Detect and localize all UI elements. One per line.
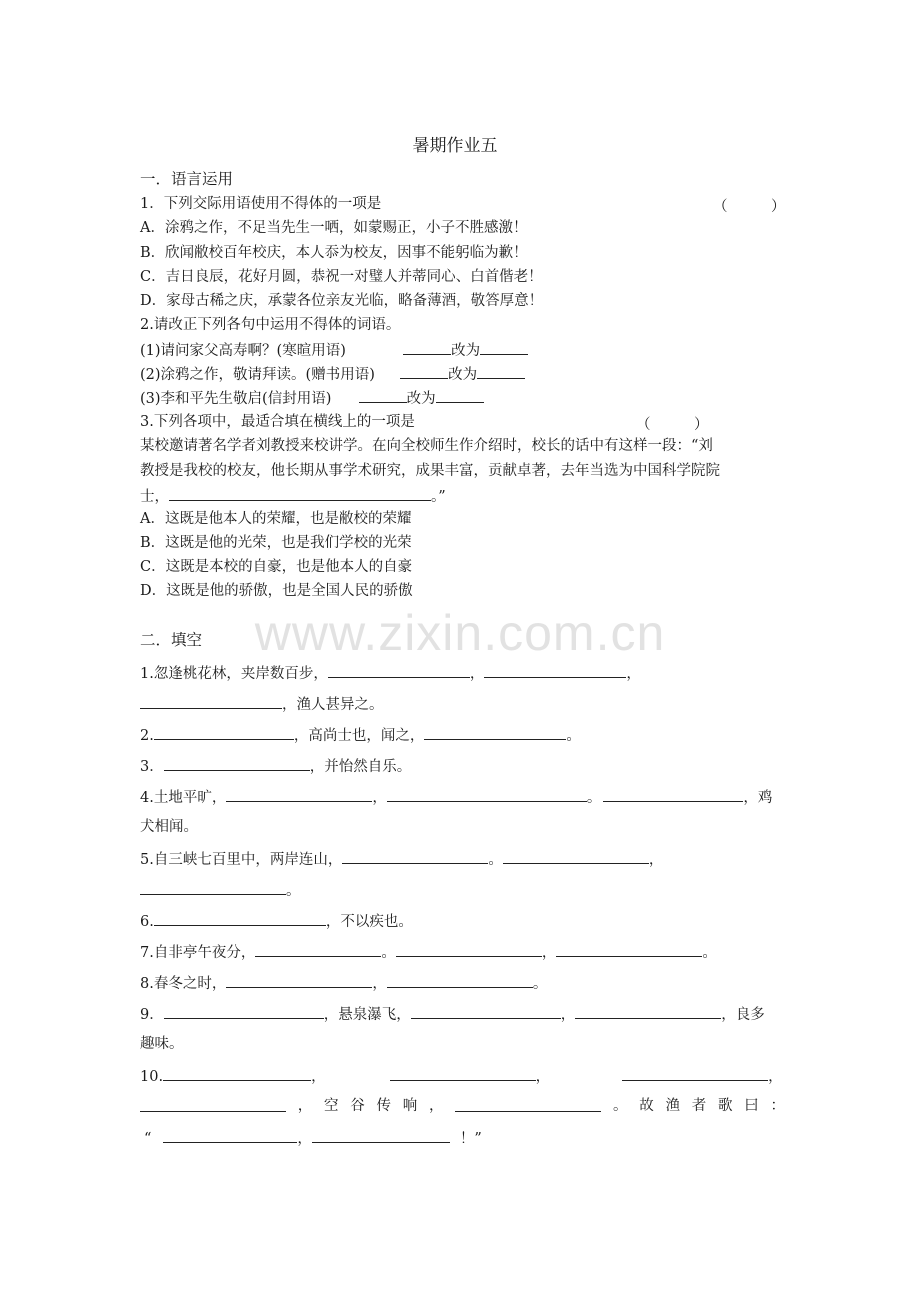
q2-item-1-text: (1)请问家父高寿啊？(寒暄用语) — [140, 343, 346, 359]
fill-q5-line-1 — [140, 849, 663, 869]
fill-q10-line-2-char: 空 — [324, 1098, 339, 1114]
fill-q10-line-2-char: 歌 — [718, 1098, 733, 1114]
q2-stem: 2.请改正下列各句中运用不得体的词语。 — [140, 317, 401, 333]
q3-option-c: C．这既是本校的自豪，也是他本人的自豪 — [140, 559, 413, 575]
q2-item-1-blank-a[interactable] — [403, 340, 451, 355]
fill-q1-blank-1[interactable] — [328, 663, 470, 678]
fill-q7-blank-1[interactable] — [255, 942, 381, 957]
fill-q10-text-d: ， — [768, 1069, 783, 1085]
watermark: www.zixin.com.cn — [254, 605, 666, 661]
fill-q6-blank-1[interactable] — [154, 911, 326, 926]
fill-q1-line-2 — [140, 694, 384, 714]
fill-q7-text-d: 。 — [702, 945, 717, 961]
fill-q2-text-b: ，高尚士也，闻之， — [293, 728, 425, 744]
q3-passage-line-3 — [140, 486, 446, 506]
q2-item-3-blank-a[interactable] — [359, 388, 407, 403]
fill-q2 — [140, 725, 581, 745]
q3-option-b: B．这既是他的光荣，也是我们学校的光荣 — [140, 535, 412, 551]
fill-q4-blank-1[interactable] — [226, 787, 372, 802]
fill-q10-blank-6[interactable] — [163, 1128, 297, 1143]
fill-q9-line-1 — [140, 1004, 765, 1024]
q2-item-3-text: (3)李和平先生敬启(信封用语) — [140, 391, 332, 407]
q3-option-a: A．这既是他本人的荣耀，也是敝校的荣耀 — [140, 511, 412, 527]
q2-item-2-blank-b[interactable] — [477, 364, 525, 379]
fill-q2-blank-1[interactable] — [154, 725, 294, 740]
fill-q1-text-b: ， — [469, 666, 485, 682]
fill-q4-text-c: 。 — [586, 790, 602, 806]
fill-q7-text-b: 。 — [381, 945, 396, 961]
fill-q6-text-a: 6. — [140, 914, 154, 930]
q1-option-b: B．欣闻敝校百年校庆，本人忝为校友，因事不能躬临为歉！ — [140, 245, 528, 261]
fill-q10-line-2 — [140, 1097, 785, 1115]
fill-q5-text-c: ， — [648, 852, 664, 868]
fill-q1-text-d: ，渔人甚异之。 — [282, 697, 384, 713]
q2-item-3-blank-b[interactable] — [436, 388, 484, 403]
fill-q4-line-2: 犬相闻。 — [140, 819, 198, 835]
fill-q9-line-2: 趣味。 — [140, 1036, 184, 1052]
q3-passage-line-1: 某校邀请著名学者刘教授来校讲学。在向全校师生作介绍时，校长的话中有这样一段：“刘 — [140, 438, 713, 454]
fill-q4-line-1 — [140, 787, 772, 807]
page-title: 暑期作业五 — [412, 136, 498, 156]
q1-option-d: D．家母古稀之庆，承蒙各位亲友光临，略备薄酒，敬答厚意！ — [140, 293, 544, 309]
fill-q7-blank-2[interactable] — [396, 942, 542, 957]
fill-q6-text-b: ，不以疾也。 — [325, 914, 413, 930]
q1-stem: 1．下列交际用语使用不得体的一项是 — [140, 196, 382, 212]
fill-q5-blank-1[interactable] — [342, 849, 488, 864]
fill-q1-line-1 — [140, 663, 641, 683]
q3-answer-bracket: （ ） — [636, 417, 709, 433]
fill-q8-blank-2[interactable] — [387, 973, 533, 988]
fill-q5-blank-3[interactable] — [140, 880, 286, 895]
fill-q9-text-b: ，悬泉瀑飞， — [323, 1007, 411, 1023]
q2-item-1-change: 改为 — [451, 343, 481, 359]
fill-q10-text-b: ， — [311, 1069, 326, 1085]
fill-q2-text-a: 2. — [140, 728, 154, 744]
fill-q1-text-c: ， — [626, 666, 641, 682]
fill-q10-line-2-char: 传 — [376, 1098, 391, 1114]
fill-q9-blank-3[interactable] — [575, 1004, 721, 1019]
fill-q10-line-1 — [140, 1066, 783, 1086]
fill-q10-open-quote: “ — [144, 1131, 152, 1147]
q3-option-d: D．这既是他的骄傲，也是全国人民的骄傲 — [140, 583, 413, 599]
q2-item-3 — [140, 388, 484, 408]
fill-q9-blank-2[interactable] — [411, 1004, 561, 1019]
fill-q10-blank-5[interactable] — [455, 1097, 601, 1112]
q3-passage-line-3-end: 。” — [431, 489, 446, 505]
q3-passage-line-2: 教授是我校的校友，他长期从事学术研究，成果丰富，贡献卓著，去年当选为中国科学院院 — [140, 463, 720, 479]
q1-answer-bracket: （ ） — [713, 199, 786, 215]
fill-q10-line-2-char: 曰 — [744, 1098, 759, 1114]
q2-item-2-blank-a[interactable] — [400, 364, 448, 379]
q2-item-2 — [140, 364, 525, 384]
fill-q10-text-a: 10. — [140, 1069, 164, 1085]
q2-item-2-text: (2)涂鸦之作，敬请拜读。(赠书用语) — [140, 367, 375, 383]
q3-stem: 3.下列各项中，最适合填在横线上的一项是 — [140, 414, 415, 430]
fill-q3-blank-1[interactable] — [164, 756, 310, 771]
fill-q4-text-d: ，鸡 — [743, 790, 773, 806]
fill-q4-blank-2[interactable] — [387, 787, 587, 802]
fill-q10-blank-2[interactable] — [390, 1066, 536, 1081]
fill-q4-text-b: ， — [372, 790, 387, 806]
fill-q9-text-c: ， — [560, 1007, 576, 1023]
fill-q8-blank-1[interactable] — [226, 973, 372, 988]
fill-q2-text-c: 。 — [566, 728, 581, 744]
fill-q2-blank-2[interactable] — [424, 725, 566, 740]
fill-q10-text-c: ， — [535, 1069, 551, 1085]
section-heading-language: 一．语言运用 — [140, 170, 234, 188]
fill-q4-text-a: 4.土地平旷， — [140, 790, 227, 806]
fill-q10-line-2-char: ， — [297, 1098, 313, 1114]
fill-q3-text-b: ，并怡然自乐。 — [309, 759, 412, 775]
fill-q9-text-d: ，良多 — [721, 1007, 765, 1023]
q2-item-3-change: 改为 — [406, 391, 436, 407]
fill-q10-text-end: ！” — [459, 1131, 482, 1147]
q2-item-2-change: 改为 — [448, 367, 478, 383]
fill-q9-blank-1[interactable] — [164, 1004, 324, 1019]
fill-q6 — [140, 911, 413, 931]
fill-q5-text-a: 5.自三峡七百里中，两岸连山， — [140, 852, 343, 868]
fill-q10-line-3 — [144, 1128, 482, 1148]
fill-q10-line-2-char: 响 — [402, 1098, 418, 1114]
fill-q9-text-a: 9． — [140, 1007, 164, 1023]
fill-q7 — [140, 942, 717, 962]
q2-item-1 — [140, 340, 528, 360]
fill-q7-blank-3[interactable] — [556, 942, 702, 957]
fill-q10-blank-7[interactable] — [312, 1128, 450, 1143]
fill-q10-line-2-char: 渔 — [665, 1098, 680, 1114]
fill-q8-text-b: ， — [372, 976, 387, 992]
fill-q4-blank-3[interactable] — [603, 787, 743, 802]
q1-option-a: A．涂鸦之作，不足当先生一哂，如蒙赐正，小子不胜感激！ — [140, 220, 528, 236]
fill-q1-blank-2[interactable] — [484, 663, 626, 678]
fill-q10-blank-3[interactable] — [622, 1066, 768, 1081]
fill-q10-blank-1[interactable] — [163, 1066, 311, 1081]
fill-q5-text-d: 。 — [286, 883, 301, 899]
fill-q7-text-c: ， — [541, 945, 557, 961]
fill-q5-line-2 — [140, 880, 301, 900]
fill-q10-line-2-char: 谷 — [350, 1098, 365, 1114]
fill-q3 — [140, 756, 411, 776]
fill-q8 — [140, 973, 547, 993]
fill-q10-blank-4[interactable] — [140, 1097, 286, 1112]
fill-q10-line-2-char: 。 — [613, 1098, 628, 1114]
fill-q8-text-c: 。 — [532, 976, 548, 992]
fill-q10-line-2-char: 故 — [639, 1098, 654, 1114]
fill-q7-text-a: 7.自非亭午夜分， — [140, 945, 256, 961]
fill-q1-text-a: 1.忽逢桃花林，夹岸数百步， — [140, 666, 328, 682]
fill-q3-text-a: 3． — [140, 759, 164, 775]
q3-passage-line-3-start: 士， — [140, 489, 169, 505]
section-heading-fill: 二．填空 — [140, 631, 203, 649]
fill-q5-blank-2[interactable] — [503, 849, 649, 864]
fill-q10-line-2-char: ， — [429, 1098, 444, 1114]
q3-blank[interactable] — [169, 486, 431, 501]
fill-q10-line-2-char: ： — [770, 1098, 785, 1114]
q2-item-1-blank-b[interactable] — [480, 340, 528, 355]
fill-q8-text-a: 8.春冬之时， — [140, 976, 227, 992]
fill-q5-text-b: 。 — [488, 852, 503, 868]
fill-q10-line-2-char: 者 — [691, 1098, 707, 1114]
fill-q10-text-mid: ， — [297, 1131, 312, 1147]
q1-option-c: C．吉日良辰，花好月圆，恭祝一对璧人并蒂同心、白首偕老！ — [140, 269, 543, 285]
fill-q1-blank-3[interactable] — [140, 694, 282, 709]
